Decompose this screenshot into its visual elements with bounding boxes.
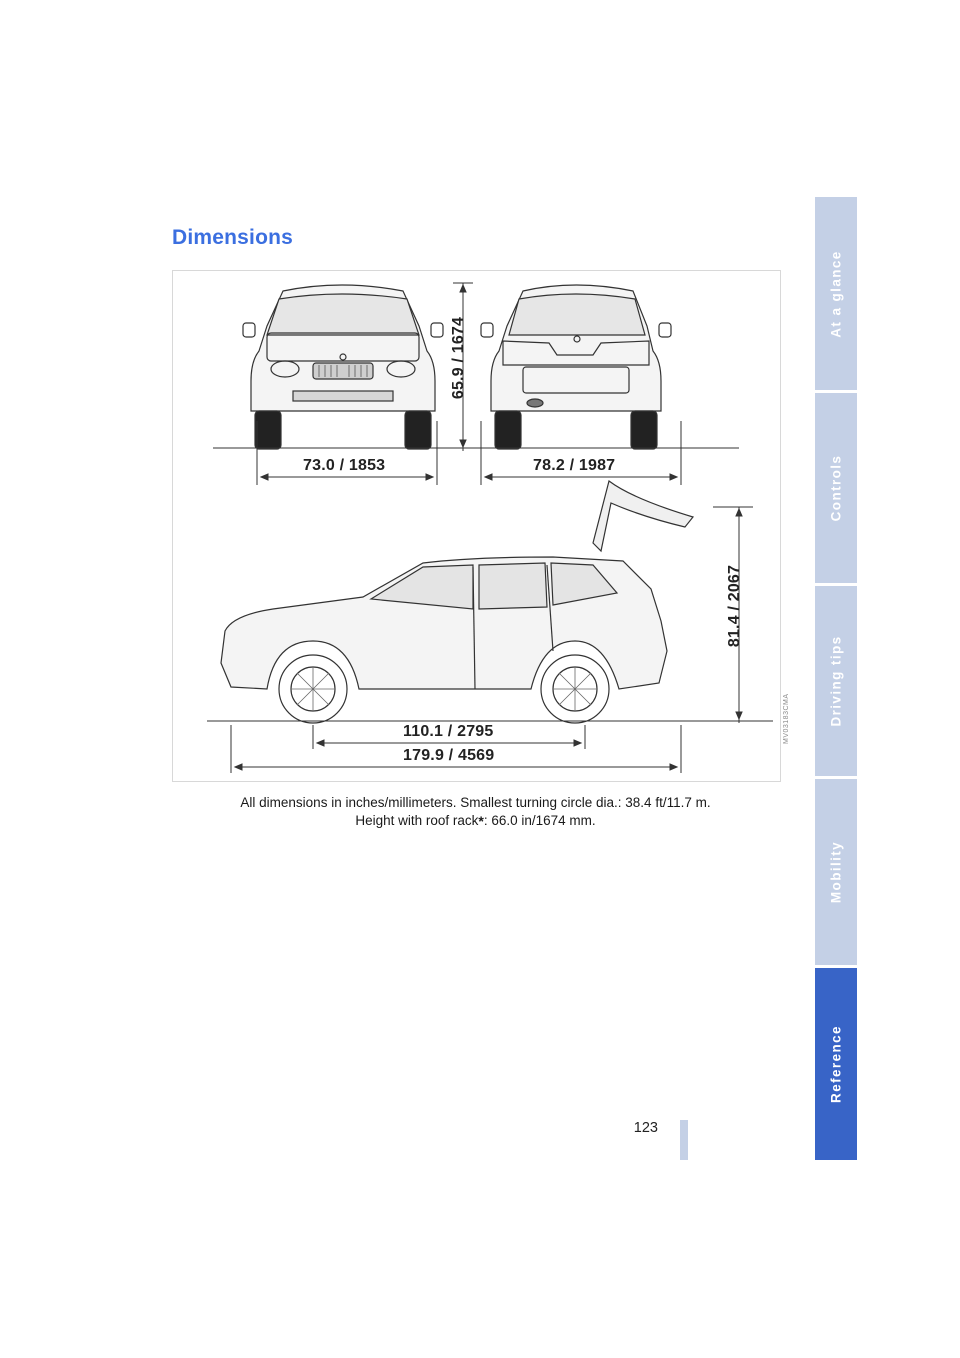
dimensions-figure <box>172 270 781 782</box>
vehicle-drawing <box>173 271 780 781</box>
length-label: 179.9 / 4569 <box>403 747 495 764</box>
image-id: MV03183CMA <box>783 693 790 744</box>
page-title: Dimensions <box>172 226 294 249</box>
section-tabs <box>815 197 857 1160</box>
tab-controls[interactable] <box>815 393 857 583</box>
tab-label: Mobility <box>828 840 844 904</box>
optional-equipment-mark: * <box>478 813 484 829</box>
tab-driving-tips[interactable] <box>815 586 857 776</box>
height-tailgate-open-label: 81.4 / 2067 <box>726 564 743 648</box>
tab-label: At a glance <box>828 249 844 338</box>
caption-line-1: All dimensions in inches/millimeters. Smallest turning circle dia.: 38.4 ft/11.7 m. <box>240 795 711 810</box>
tab-label: Reference <box>828 1025 844 1103</box>
page-number-bar <box>680 1120 688 1160</box>
tab-label: Controls <box>828 454 844 522</box>
height-label: 65.9 / 1674 <box>450 316 467 400</box>
front-view-car <box>243 285 443 449</box>
page-number: 123 <box>633 1120 658 1136</box>
wheelbase-label: 110.1 / 2795 <box>403 723 494 740</box>
tab-reference[interactable] <box>815 968 857 1160</box>
rear-view-car <box>481 285 671 449</box>
rear-width-label: 78.2 / 1987 <box>533 457 616 474</box>
figure-caption <box>172 794 779 830</box>
tab-label: Driving tips <box>828 635 844 727</box>
front-width-label: 73.0 / 1853 <box>303 457 386 474</box>
side-view-car <box>221 481 693 723</box>
caption-line-2: Height with roof rack*: 66.0 in/1674 mm. <box>355 813 596 829</box>
tab-at-a-glance[interactable] <box>815 197 857 390</box>
tab-mobility[interactable] <box>815 779 857 965</box>
